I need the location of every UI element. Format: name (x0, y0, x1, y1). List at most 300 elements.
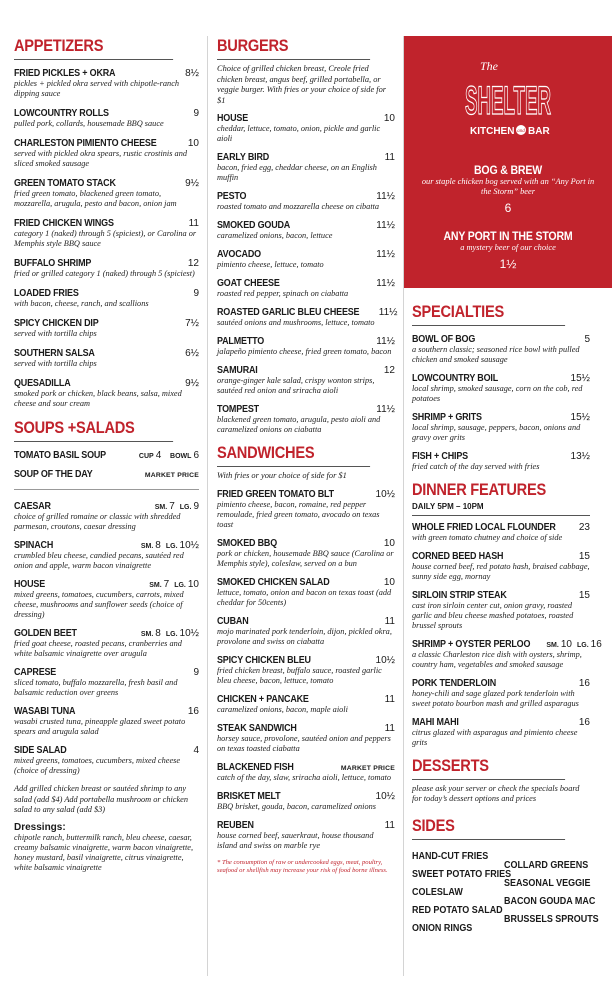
column-right (412, 302, 602, 938)
item-row (14, 667, 199, 678)
item-price: 16 (578, 678, 590, 689)
item-desc: sliced tomato, buffalo mozzarella, fresh basil and balsamic reduction over greens (14, 678, 178, 697)
item-name: FRIED PICKLES + OKRA (14, 68, 116, 79)
promo-bog (404, 163, 612, 215)
item-name: LOWCOUNTRY ROLLS (14, 108, 109, 119)
item-price: 5 (584, 334, 590, 345)
item-row (412, 451, 590, 462)
size-price: 7 (169, 501, 175, 512)
item-name: QUESADILLA (14, 378, 71, 389)
menu-item (14, 218, 199, 249)
item-row (14, 745, 199, 756)
item-row (217, 489, 395, 500)
promo-port-title: ANY PORT IN THE STORM (443, 229, 573, 243)
item-row (217, 791, 395, 802)
menu-item (14, 706, 199, 737)
item-name: BRISKET MELT (217, 790, 281, 802)
promo-port-price: 1½ (499, 257, 517, 271)
item-name: SMOKED BBQ (217, 537, 278, 549)
item-price: 15½ (570, 412, 590, 423)
item-price: 11 (384, 819, 395, 831)
menu-item (217, 278, 395, 299)
item-desc: roasted tomato and mozzarella cheese on cibatta (217, 202, 380, 211)
menu-item (217, 152, 395, 183)
menu-item (412, 451, 590, 472)
item-row (217, 577, 395, 588)
menu-item (217, 820, 395, 851)
item-price: 11½ (376, 278, 395, 289)
item-row (217, 307, 398, 318)
divider (14, 489, 199, 490)
food-safety-note: * The consumption of raw or undercooked eggs, meat, poultry, seafood or shellfish may increase your risk of food borne illness. (217, 858, 388, 874)
shelter-logo (460, 56, 556, 148)
item-desc: house corned beef, sauerkraut, house thousand island and swiss on marble rye (217, 830, 374, 850)
item-name: SIDE SALAD (14, 745, 67, 756)
item-price: 15½ (570, 373, 590, 384)
dinner-list (412, 522, 602, 748)
menu-item (217, 791, 395, 812)
item-name: CHARLESTON PIMIENTO CHEESE (14, 138, 157, 149)
item-desc: cheddar, lettuce, tomato, onion, pickle and garlic aioli (217, 124, 381, 143)
menu-item (217, 249, 395, 270)
item-desc: pimiento cheese, bacon, romaine, red pepper remoulade, fried green tomato, avocado on texas toast (217, 499, 380, 529)
item-desc: caramelized onions, bacon, maple aioli (217, 704, 348, 714)
promo-port-desc: a mystery beer of our choice (460, 243, 556, 252)
side-item: ONION RINGS (412, 923, 473, 934)
size-label: SM. (149, 582, 162, 589)
item-price: 4 (193, 745, 199, 756)
item-price: 10½ (375, 790, 395, 802)
menu-item (14, 318, 199, 339)
item-desc: mojo marinated pork tenderloin, dijon, pickled okra, provolone and swiss on ciabatta (217, 626, 392, 646)
item-row (14, 288, 199, 299)
item-name: GOLDEN BEET (14, 628, 77, 639)
menu-item (217, 336, 395, 357)
item-desc: honey-chili and sage glazed pork tenderloin with sweet potato bourbon mash and grilled asparagus (412, 689, 579, 708)
item-price: 10 (383, 576, 395, 588)
item-row (14, 178, 199, 189)
item-desc: fried chicken breast, buffalo sauce, roasted garlic bleu cheese, bacon, lettuce, tomato (217, 665, 382, 685)
item-price: MARKET PRICE (340, 764, 395, 772)
item-price: 9½ (185, 378, 199, 389)
soups-salads-title: SOUPS +SALADS (14, 418, 173, 442)
side-item: BRUSSELS SPROUTS (504, 914, 599, 925)
side-item: COLLARD GREENS (504, 860, 589, 871)
item-row (217, 820, 395, 831)
item-desc: blackened green tomato, arugula, pesto aioli and caramelized onions on ciabatta (217, 415, 381, 434)
menu-item (217, 577, 395, 608)
item-desc: fried goat cheese, roasted pecans, cranberries and white balsamic vinaigrette over arugula (14, 639, 182, 658)
dressings-list: chipotle ranch, buttermilk ranch, bleu cheese, caesar, creamy balsamic vinaigrette, warm bacon vinaigrette, honey mustard, basil vinaigrette, citrus vinaigrette, white balsamic vinaigrette (14, 832, 194, 872)
item-row (412, 412, 590, 423)
item-row (412, 639, 602, 650)
item-desc: fried green tomato, blackened green tomato, mozzarella, arugula, pesto and bacon, onion jam (14, 189, 177, 208)
item-row (412, 717, 590, 728)
item-desc: mixed greens, tomatoes, cucumbers, carrots, mixed cheese, mushrooms and sunflower seeds (choice of dressing) (14, 590, 184, 619)
item-price: CUP 4 BOWL 6 (138, 450, 199, 461)
item-desc: smoked pork or chicken, black beans, salsa, mixed cheese and sour cream (14, 389, 182, 408)
menu-item (14, 258, 199, 279)
item-price: 15 (578, 590, 590, 601)
item-desc: served with pickled okra spears, rustic crostinis and sliced smoked sausage (14, 149, 187, 168)
menu-item (412, 412, 590, 443)
menu-item (412, 590, 590, 631)
item-row (217, 113, 395, 124)
column-middle (217, 36, 398, 875)
item-row (412, 551, 590, 562)
item-desc: wasabi crusted tuna, pineapple glazed sweet potato spears and arugula salad (14, 717, 186, 736)
sides-title: SIDES (412, 816, 565, 840)
item-row (217, 365, 395, 376)
size-label: LG. (179, 504, 192, 511)
item-price: 10 (383, 537, 395, 549)
menu-item (14, 579, 199, 620)
svg-text:SHELTER: SHELTER (465, 79, 552, 123)
svg-text:KITCHEN: KITCHEN (470, 126, 515, 137)
menu-item (14, 501, 199, 532)
item-name: FISH + CHIPS (412, 451, 468, 462)
desserts-desc: please ask your server or check the specials board for today’s dessert options and prices (412, 784, 580, 803)
menu-item (217, 404, 395, 435)
item-name: PORK TENDERLOIN (412, 678, 497, 689)
item-name: CAPRESE (14, 667, 57, 678)
item-row (14, 258, 199, 269)
item-price: 11½ (376, 336, 395, 347)
item-row (217, 152, 395, 163)
item-price: 9 (193, 288, 199, 299)
item-desc: fried or grilled category 1 (naked) through 5 (spiciest) (14, 269, 195, 278)
menu-item (14, 108, 199, 129)
item-desc: cast iron sirloin center cut, onion gravy, roasted garlic and bleu cheese mashed potatoes, roasted brussel sprouts (412, 601, 574, 630)
item-desc: BBQ brisket, gouda, bacon, caramelized onions (217, 801, 377, 811)
item-row (217, 694, 395, 705)
item-price: 10½ (375, 488, 395, 500)
menu-item (412, 334, 590, 365)
sandwiches-note: With fries or your choice of side for $1 (217, 471, 347, 480)
item-price (546, 639, 601, 650)
item-price: 13½ (570, 451, 590, 462)
item-name: HOUSE (14, 579, 46, 590)
item-name: SPICY CHICKEN DIP (14, 318, 99, 329)
size-label: LG. (165, 631, 178, 638)
item-desc: a classic Charleston rice dish with oysters, shrimp, country ham, vegetables and smoked sausage (412, 650, 582, 669)
item-name: PALMETTO (217, 336, 265, 347)
item-desc: served with tortilla chips (14, 359, 97, 368)
menu-item (14, 138, 199, 169)
item-name: GREEN TOMATO STACK (14, 178, 116, 189)
menu-item (412, 678, 590, 709)
appetizers-list (14, 68, 199, 409)
menu-item (412, 717, 590, 748)
item-name: SOUTHERN SALSA (14, 348, 95, 359)
item-name: MAHI MAHI (412, 717, 459, 728)
item-desc: orange-ginger kale salad, crispy wonton strips, sautéed red onion and sriracha aioli (217, 376, 375, 395)
menu-item (217, 616, 395, 647)
menu-item (14, 178, 199, 209)
menu-item (217, 307, 398, 328)
item-name: FRIED GREEN TOMATO BLT (217, 488, 334, 500)
item-name: BUFFALO SHRIMP (14, 258, 92, 269)
item-desc: lettuce, tomato, onion and bacon on texas toast (add cheddar for 50cents) (217, 587, 392, 607)
item-row (217, 278, 395, 289)
item-row (14, 501, 199, 512)
menu-item (14, 745, 199, 776)
item-price: 11 (384, 615, 395, 627)
item-row (412, 590, 590, 601)
size-price: 10½ (179, 540, 199, 551)
size-price: 10 (187, 579, 199, 590)
item-name: HOUSE (217, 113, 249, 124)
item-price: 11 (384, 693, 395, 705)
item-price: 7½ (185, 318, 199, 329)
item-price: 15 (578, 551, 590, 562)
item-price: 9 (193, 108, 199, 119)
side-item: COLESLAW (412, 887, 463, 898)
item-name: TOMPEST (217, 404, 259, 415)
item-row (14, 706, 199, 717)
item-row (14, 579, 199, 590)
promo-bog-desc: our staple chicken bog served with an “Any Port in the Storm” beer (421, 177, 595, 196)
item-row (217, 616, 395, 627)
item-price: 11½ (376, 249, 395, 260)
item-name: PESTO (217, 191, 247, 202)
specialties-title: SPECIALTIES (412, 302, 565, 326)
item-price (149, 579, 199, 590)
menu-item (217, 220, 395, 241)
item-name: GOAT CHEESE (217, 278, 280, 289)
promo-box (404, 36, 612, 288)
burgers-list (217, 113, 398, 435)
item-price: 11½ (378, 307, 398, 318)
size-price: 16 (590, 639, 602, 650)
burgers-note: Choice of grilled chicken breast, Creole fried chicken breast, angus beef, grilled portabella, or veggie burger. With fries or your choice of side for $1 (217, 64, 387, 105)
item-name: CUBAN (217, 615, 249, 627)
size-label: SM. (546, 642, 559, 649)
item-row (412, 334, 590, 345)
size-price: 10 (560, 639, 572, 650)
side-item: RED POTATO SALAD (412, 905, 503, 916)
item-desc: catch of the day, slaw, sriracha aioli, lettuce, tomato (217, 772, 392, 782)
item-name: ROASTED GARLIC BLEU CHEESE (217, 307, 360, 318)
promo-bog-price: 6 (504, 201, 512, 215)
item-price: 10 (383, 113, 395, 124)
size-label: LG. (576, 642, 589, 649)
menu-item (217, 694, 395, 715)
size-price: 10½ (179, 628, 199, 639)
menu-item (412, 522, 590, 543)
item-name: SPINACH (14, 540, 54, 551)
item-desc: pulled pork, collards, housemade BBQ sauce (14, 119, 164, 128)
item-row (14, 218, 199, 229)
item-name: EARLY BIRD (217, 152, 270, 163)
item-name: SHRIMP + GRITS (412, 412, 482, 423)
item-desc: with bacon, cheese, ranch, and scallions (14, 299, 149, 308)
item-row (217, 191, 395, 202)
item-name: LOWCOUNTRY BOIL (412, 373, 499, 384)
item-desc: pork or chicken, housemade BBQ sauce (Carolina or Memphis style), coleslaw, served on a bun (217, 548, 394, 568)
item-name: CHICKEN + PANCAKE (217, 693, 309, 705)
item-price: 10 (187, 138, 199, 149)
dinner-hours: DAILY 5PM – 10PM (412, 502, 484, 511)
item-row (14, 628, 199, 639)
item-price (141, 628, 199, 639)
item-desc: mixed greens, tomatoes, cucumbers, mixed cheese (choice of dressing) (14, 756, 181, 775)
item-desc: pickles + pickled okra served with chipotle-ranch dipping sauce (14, 79, 180, 98)
item-price: 10½ (375, 654, 395, 666)
item-desc: a southern classic; seasoned rice bowl with pulled chicken and smoked sausage (412, 345, 580, 364)
promo-port (404, 229, 612, 271)
item-desc: local shrimp, sausage, peppers, bacon, onions and gravy over grits (412, 423, 581, 442)
sandwiches-list (217, 489, 395, 851)
side-item: BACON GOUDA MAC (504, 896, 596, 907)
salads-list (14, 501, 199, 776)
salad-add-note: Add grilled chicken breast or sautéed shrimp to any salad (add $4) Add portabella mushroom or chicken salad to any salad (add $3) (14, 784, 188, 814)
item-desc: fried catch of the day served with fries (412, 462, 540, 471)
specialties-list (412, 334, 590, 472)
menu-item (14, 348, 199, 369)
item-price: 11 (188, 218, 199, 229)
column-left (14, 36, 199, 873)
item-row (217, 249, 395, 260)
item-price: 12 (187, 258, 199, 269)
item-price: 16 (187, 706, 199, 717)
menu-item (412, 551, 590, 582)
item-price: 11½ (376, 404, 395, 415)
item-row (14, 68, 199, 79)
item-row (14, 348, 199, 359)
item-row (217, 404, 395, 415)
size-label: LG. (174, 582, 186, 589)
column-divider (207, 36, 208, 976)
item-row (14, 138, 199, 149)
item-price: 11½ (376, 220, 395, 231)
menu-item (14, 540, 199, 571)
item-price: 16 (578, 717, 590, 728)
menu-item (14, 628, 199, 659)
item-price (155, 501, 199, 512)
item-row (14, 378, 199, 389)
appetizers-title: APPETIZERS (14, 36, 173, 60)
item-row (217, 723, 395, 734)
item-desc: choice of grilled romaine or classic with shredded parmesan, croutons, caesar dressing (14, 512, 181, 531)
menu-item (14, 68, 199, 99)
menu-item (14, 288, 199, 309)
item-price: 12 (383, 365, 395, 376)
item-desc: category 1 (naked) through 5 (spiciest), or Carolina or Memphis style BBQ sauce (14, 229, 197, 248)
item-name: LOADED FRIES (14, 288, 79, 299)
item-name: SMOKED CHICKEN SALAD (217, 576, 330, 588)
item-desc: served with tortilla chips (14, 329, 97, 338)
item-price: 6½ (185, 348, 199, 359)
item-row (217, 762, 395, 773)
menu-item (217, 538, 395, 569)
menu-item (217, 723, 395, 754)
item-desc: citrus glazed with asparagus and pimiento cheese grits (412, 728, 578, 747)
desserts-title: DESSERTS (412, 756, 565, 780)
item-row (14, 108, 199, 119)
svg-text:The: The (480, 59, 498, 73)
item-price: 9 (193, 667, 199, 678)
menu-item (412, 639, 602, 670)
sides-list (412, 848, 599, 938)
item-name: CAESAR (14, 501, 51, 512)
item-desc: roasted red pepper, spinach on ciabatta (217, 289, 349, 298)
item-price (141, 540, 199, 551)
item-price: 11 (384, 152, 395, 163)
dinner-title: DINNER FEATURES (412, 480, 546, 499)
menu-item (217, 191, 395, 212)
item-desc: crumbled bleu cheese, candied pecans, sautéed red onion and apple, warm bacon vinaigrette (14, 551, 184, 570)
side-item: SEASONAL VEGGIE (504, 878, 591, 889)
item-price: 11 (384, 722, 395, 734)
item-desc: sautéed onions and mushrooms, lettuce, tomato (217, 318, 375, 327)
item-name: SAMURAI (217, 365, 258, 376)
item-desc: jalapeño pimiento cheese, fried green tomato, bacon (217, 347, 392, 356)
item-row (412, 678, 590, 689)
menu-item (14, 469, 199, 480)
size-price: 9 (193, 501, 199, 512)
item-name: SMOKED GOUDA (217, 220, 291, 231)
size-label: SM. (140, 631, 154, 638)
item-desc: pimiento cheese, lettuce, tomato (217, 260, 324, 269)
size-label: SM. (154, 504, 168, 511)
size-price: 8 (155, 540, 161, 551)
item-row (217, 655, 395, 666)
menu-item (217, 655, 395, 686)
item-row (217, 538, 395, 549)
item-name: BOWL OF BOG (412, 334, 476, 345)
item-row (412, 522, 590, 533)
item-desc: horsey sauce, provolone, sautéed onion and peppers on texas toasted ciabatta (217, 733, 391, 753)
menu-item (14, 378, 199, 409)
promo-bog-title: BOG & BREW (473, 163, 543, 177)
item-name: SHRIMP + OYSTER PERLOO (412, 639, 531, 650)
side-item: SWEET POTATO FRIES (412, 869, 512, 880)
item-desc: caramelized onions, bacon, lettuce (217, 231, 333, 240)
item-name: AVOCADO (217, 249, 261, 260)
item-name: TOMATO BASIL SOUP (14, 450, 106, 461)
item-name: SIRLOIN STRIP STEAK (412, 590, 507, 601)
item-name: WHOLE FRIED LOCAL FLOUNDER (412, 522, 556, 533)
item-price: 23 (578, 522, 590, 533)
menu-item (217, 113, 395, 144)
item-desc: local shrimp, smoked sausage, corn on the cob, red potatoes (412, 384, 583, 403)
item-name: FRIED CHICKEN WINGS (14, 218, 114, 229)
item-name: WASABI TUNA (14, 706, 76, 717)
size-price: 8 (155, 628, 161, 639)
item-row (14, 540, 199, 551)
item-desc: bacon, fried egg, cheddar cheese, on an English muffin (217, 163, 377, 182)
item-price: 8½ (185, 68, 199, 79)
item-price: 9½ (185, 178, 199, 189)
item-name: SPICY CHICKEN BLEU (217, 654, 311, 666)
item-row (217, 336, 395, 347)
svg-text:BAR: BAR (528, 126, 550, 137)
item-row (412, 373, 590, 384)
item-name: STEAK SANDWICH (217, 722, 297, 734)
item-row (217, 220, 395, 231)
item-desc: house corned beef, red potato hash, braised cabbage, sunny side egg, mornay (412, 562, 590, 581)
sandwiches-title: SANDWICHES (217, 443, 370, 467)
size-label: LG. (165, 543, 178, 550)
dressings-title: Dressings: (14, 821, 66, 833)
menu-item (14, 450, 199, 461)
burgers-title: BURGERS (217, 36, 370, 60)
menu-item (217, 489, 395, 530)
side-item: HAND-CUT FRIES (412, 851, 489, 862)
item-price: 11½ (376, 191, 395, 202)
item-name: CORNED BEED HASH (412, 551, 504, 562)
